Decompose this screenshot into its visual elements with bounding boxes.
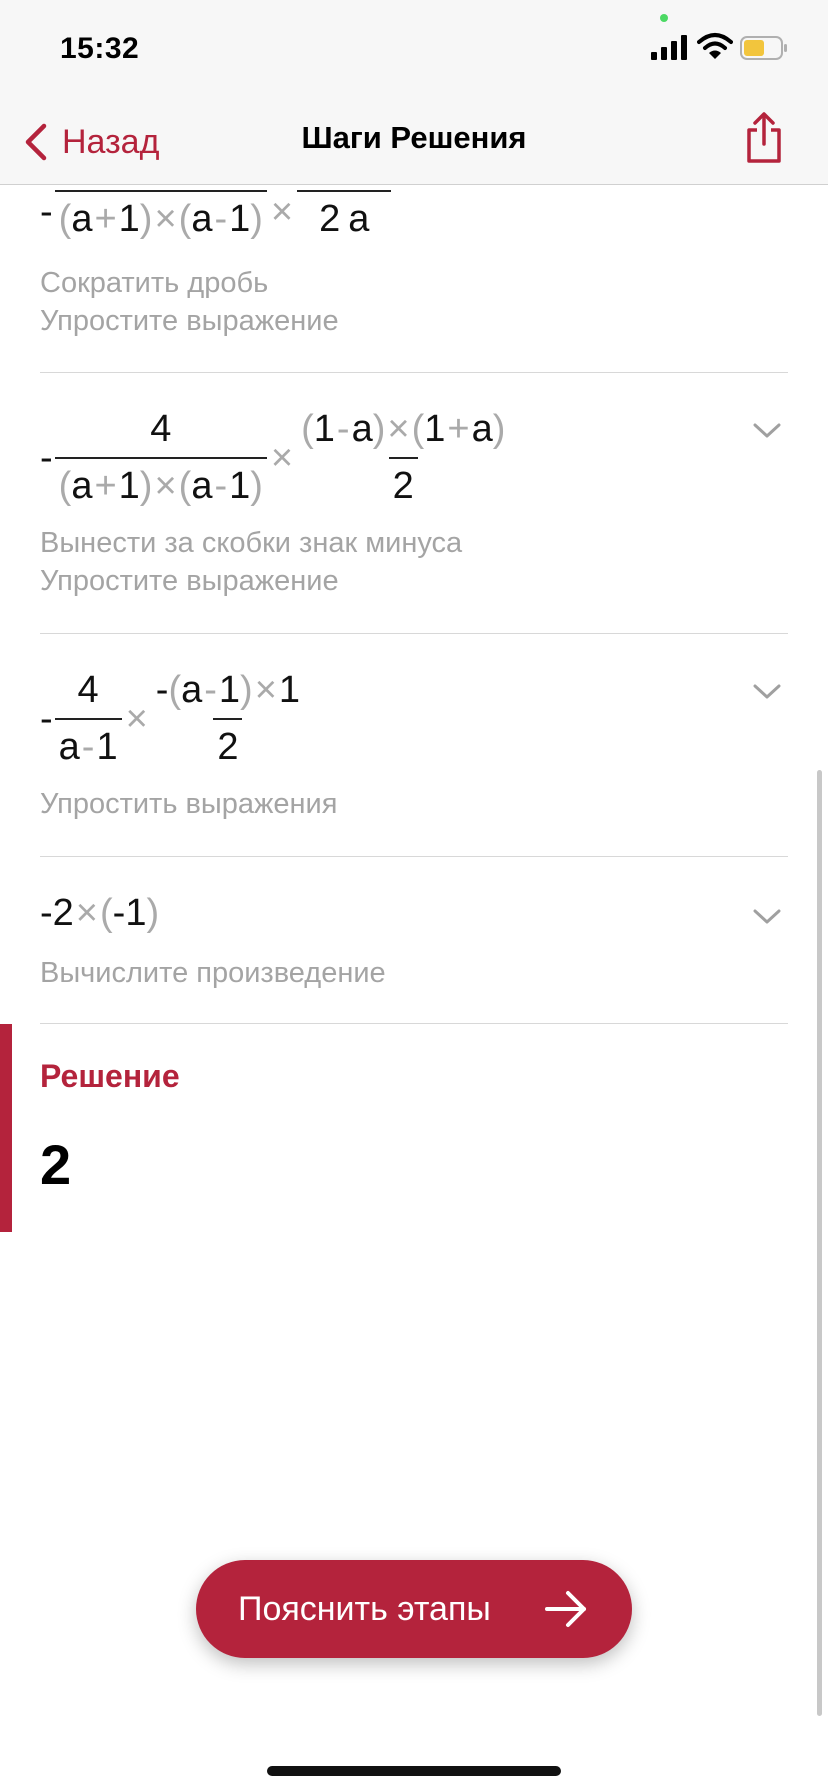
step-3-description: Упростить выражения [40,788,338,820]
step-2-subdescription: Упростите выражение [40,565,339,597]
minus-sign: - [40,697,53,740]
cellular-signal-icon [651,34,689,60]
status-time: 15:32 [60,32,140,65]
denominator: 2 a [297,190,391,241]
step-3-expression [40,669,306,769]
numerator: -(a-1)×1 [155,669,301,711]
back-button-label: Назад [62,122,160,161]
denominator: (a+1)×(a-1) [55,457,267,508]
step-4-description: Вычислите произведение [40,957,386,989]
arrow-right-icon [544,1590,588,1628]
minus-sign: - [40,191,53,233]
fraction [55,408,267,508]
scrollbar[interactable] [817,770,822,1716]
fraction [55,184,267,241]
numerator: (1-a)×(1+a) [301,408,506,450]
step-3[interactable] [40,633,788,857]
step-4[interactable] [40,856,788,1024]
home-indicator[interactable] [267,1766,561,1776]
denominator: 2 [389,457,418,508]
step-1-expression [40,184,393,241]
step-4-expression: - 2 × ( - 1 ) [40,892,160,934]
fraction [152,669,304,769]
times-sign: × [125,697,148,740]
result-value: 2 [40,1133,72,1196]
chevron-down-icon[interactable] [752,908,782,926]
wifi-icon [697,32,733,60]
chevron-down-icon[interactable] [752,683,782,701]
times-sign: × [270,191,294,233]
step-2[interactable] [40,372,788,634]
denominator: 2 [213,718,242,769]
top-bar [0,0,828,185]
times-sign: × [270,436,294,479]
chevron-down-icon[interactable] [752,422,782,440]
fraction [297,408,509,508]
explain-steps-button[interactable] [196,1560,632,1658]
share-icon[interactable] [744,112,784,164]
result-label: Решение [40,1058,180,1094]
result-accent-bar [0,1024,12,1232]
step-1-description: Сократить дробь [40,267,269,299]
minus-sign: - [40,436,53,479]
numerator: 4 [77,669,99,711]
numerator: 4 [150,408,172,450]
fraction [55,669,122,769]
step-1-subdescription: Упростите выражение [40,305,339,337]
page-title: Шаги Решения [301,120,527,155]
step-2-expression [40,408,511,508]
step-2-description: Вынести за скобки знак минуса [40,527,463,559]
explain-steps-label: Пояснить этапы [238,1589,491,1628]
camera-indicator-icon [660,14,668,22]
denominator: a-1 [55,718,122,769]
battery-icon [740,36,788,60]
fraction [297,184,391,241]
denominator: (a+1)×(a-1) [55,190,267,241]
